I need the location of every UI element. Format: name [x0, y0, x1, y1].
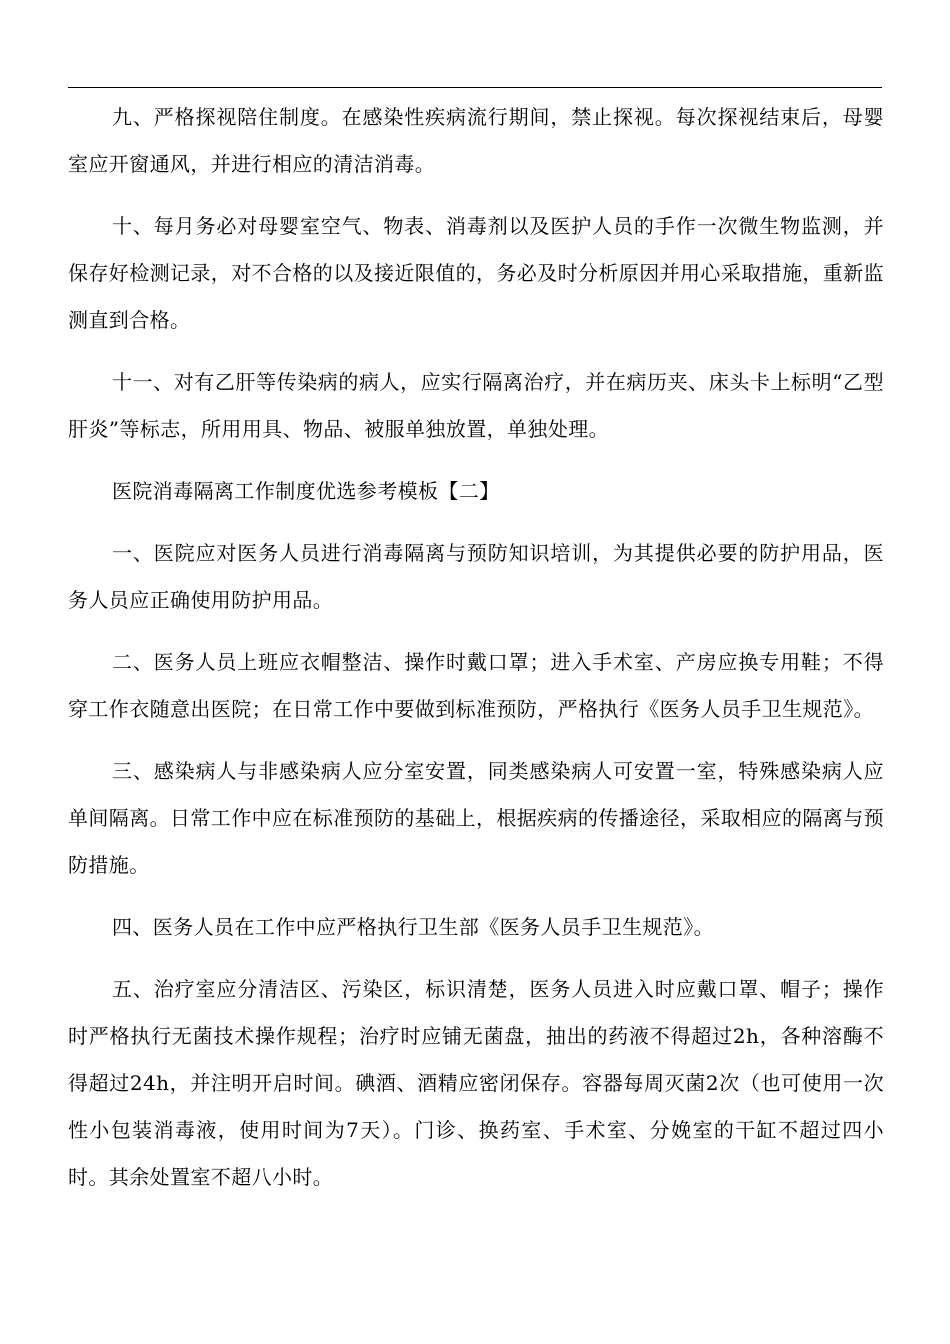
section-heading: 医院消毒隔离工作制度优选参考模板【二】	[112, 479, 500, 503]
paragraph-item-11: 十一、对有乙肝等传染病的病人，应实行隔离治疗，并在病历夹、床头卡上标明“乙型肝炎”等标志，所用用具、物品、被服单独放置，单独处理。	[68, 370, 884, 441]
paragraph-item-10: 十、每月务必对母婴室空气、物表、消毒剂以及医护人员的手作一次微生物监测，并保存好检测记录，对不合格的以及接近限值的，务必及时分析原因并用心采取措施，重新监测直到合格。	[68, 214, 884, 332]
paragraph-item-9: 九、严格探视陪住制度。在感染性疾病流行期间，禁止探视。每次探视结束后，母婴室应开窗通风，并进行相应的清洁消毒。	[68, 105, 884, 176]
header-rule	[68, 87, 882, 88]
paragraph-item-5: 五、治疗室应分清洁区、污染区，标识清楚，医务人员进入时应戴口罩、帽子；操作时严格执行无菌技术操作规程；治疗时应铺无菌盘，抽出的药液不得超过2h，各种溶酶不得超过24h，并注明开启时间。碘酒、酒精应密闭保存。容器每周灭菌2次（也可使用一次性小包装消毒液，使用时间为7天）。门诊、换药室、手术室、分娩室的干缸不超过四小时。其余处置室不超八小时。	[68, 977, 884, 1189]
document-body	[68, 94, 884, 1216]
paragraph-item-2: 二、医务人员上班应衣帽整洁、操作时戴口罩；进入手术室、产房应换专用鞋；不得穿工作衣随意出医院；在日常工作中要做到标准预防，严格执行《医务人员手卫生规范》。	[68, 650, 884, 721]
paragraph-item-1: 一、医院应对医务人员进行消毒隔离与预防知识培训，为其提供必要的防护用品，医务人员应正确使用防护用品。	[68, 541, 884, 612]
paragraph-item-3: 三、感染病人与非感染病人应分室安置，同类感染病人可安置一室，特殊感染病人应单间隔离。日常工作中应在标准预防的基础上，根据疾病的传播途径，采取相应的隔离与预防措施。	[68, 759, 884, 877]
paragraph-item-4: 四、医务人员在工作中应严格执行卫生部《医务人员手卫生规范》。	[112, 915, 714, 939]
